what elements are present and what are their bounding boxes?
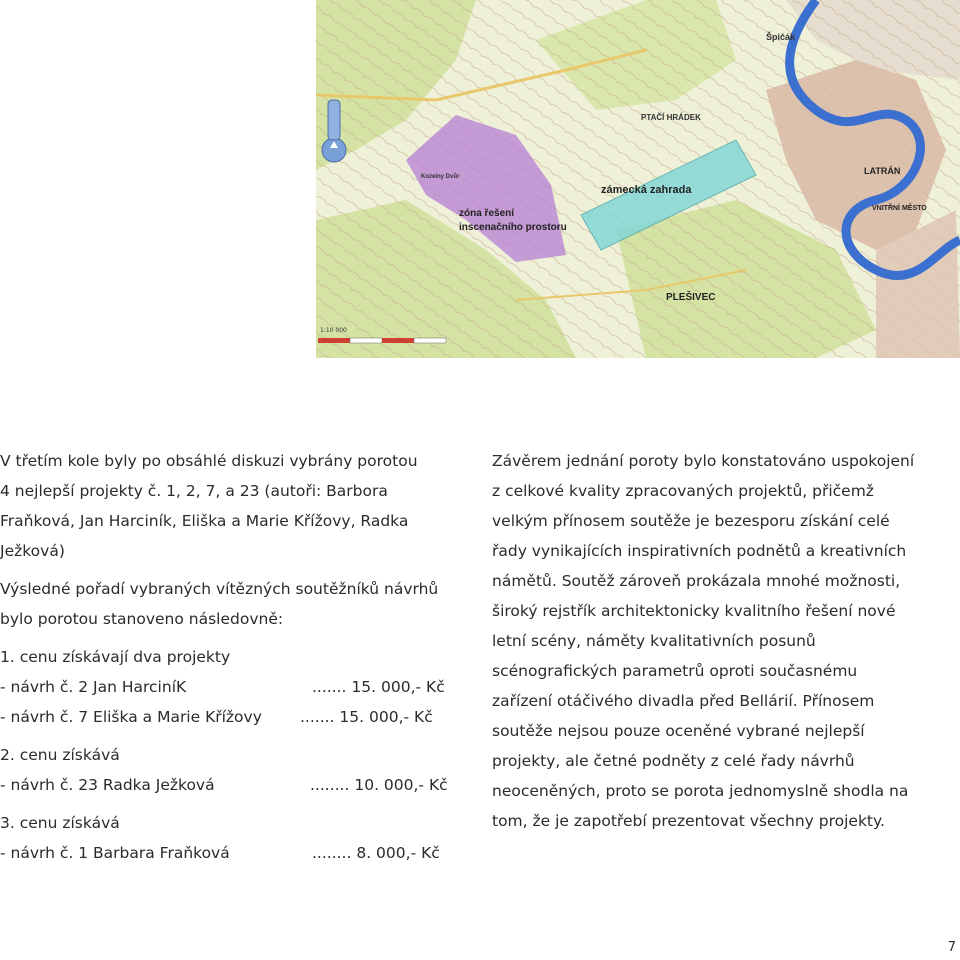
map-label-zona-2: inscenačního prostoru [459, 222, 567, 233]
prize-label: - návrh č. 1 Barbara Fraňková [0, 844, 230, 862]
order-line: bylo porotou stanoveno následovně: [0, 610, 284, 628]
prize-row [0, 770, 470, 800]
conclusion-line: letní scény, náměty kvalitativních posunů [492, 632, 816, 650]
prize-3-heading: 3. cenu získává [0, 814, 120, 832]
prize-2-heading: 2. cenu získává [0, 746, 120, 764]
results-column [0, 446, 470, 868]
conclusion-line: námětů. Soutěž zároveň prokázala mnohé možnosti, [492, 572, 901, 590]
conclusion-line: široký rejstřík architektonicky kvalitního řešení nové [492, 602, 896, 620]
prize-amount: ....... 15. 000,- Kč [300, 708, 433, 726]
conclusion-line: soutěže nejsou pouze oceněné vybrané nejlepší [492, 722, 865, 740]
prize-amount: ........ 8. 000,- Kč [312, 844, 440, 862]
prize-label: - návrh č. 2 Jan HarciníK [0, 678, 187, 696]
map-label-spicak: Špičák [766, 32, 796, 42]
prize-amount: ....... 15. 000,- Kč [312, 678, 445, 696]
conclusion-line: tom, že je zapotřebí prezentovat všechny projekty. [492, 812, 885, 830]
prize-row [0, 672, 470, 702]
map-label-ptaci-hradek: PTAČÍ HRÁDEK [641, 113, 701, 122]
map-scale-text: 1:10 000 [320, 327, 347, 334]
conclusion-line: Závěrem jednání poroty bylo konstatováno uspokojení [492, 452, 915, 470]
conclusion-line: neoceněných, proto se porota jednomyslně shodla na [492, 782, 909, 800]
map-label-zona-1: zóna řešení [459, 208, 515, 219]
prize-row [0, 702, 470, 732]
conclusion-line: scénografických parametrů oproti současnému [492, 662, 858, 680]
site-map-graphic [316, 0, 960, 358]
map-label-kozi-hory: Kozelny Dvůr [421, 174, 460, 180]
map-label-vnitrni-mesto: VNITŘNÍ MĚSTO [872, 205, 927, 212]
conclusion-line: projekty, ale četné podněty z celé řady návrhů [492, 752, 855, 770]
prize-label: - návrh č. 7 Eliška a Marie Křížovy [0, 708, 262, 726]
prize-amount: ........ 10. 000,- Kč [310, 776, 448, 794]
conclusion-line: řady vynikajících inspirativních podnětů a kreativních [492, 542, 907, 560]
conclusion-line: zařízení otáčivého divadla před Bellárií. Přínosem [492, 692, 875, 710]
order-line: Výsledné pořadí vybraných vítězných soutěžníků návrhů [0, 580, 439, 598]
site-map [316, 0, 960, 358]
intro-line: Fraňková, Jan Harciník, Eliška a Marie Křížovy, Radka [0, 512, 409, 530]
map-label-plesivec: PLEŠIVEC [666, 292, 716, 303]
conclusion-line: z celkové kvality zpracovaných projektů, přičemž [492, 482, 874, 500]
prize-row [0, 838, 470, 868]
conclusion-column [492, 446, 960, 836]
map-label-zamecka-zahrada: zámecká zahrada [601, 184, 692, 196]
intro-line: V třetím kole byly po obsáhlé diskuzi vybrány porotou [0, 452, 418, 470]
intro-line: 4 nejlepší projekty č. 1, 2, 7, a 23 (autoři: Barbora [0, 482, 388, 500]
prize-1-heading: 1. cenu získávají dva projekty [0, 648, 231, 666]
map-label-latran: LATRÁN [864, 166, 901, 176]
prize-label: - návrh č. 23 Radka Ježková [0, 776, 215, 794]
conclusion-line: velkým přínosem soutěže je bezesporu získání celé [492, 512, 890, 530]
intro-line: Ježková) [0, 542, 65, 560]
page-number: 7 [947, 940, 956, 955]
